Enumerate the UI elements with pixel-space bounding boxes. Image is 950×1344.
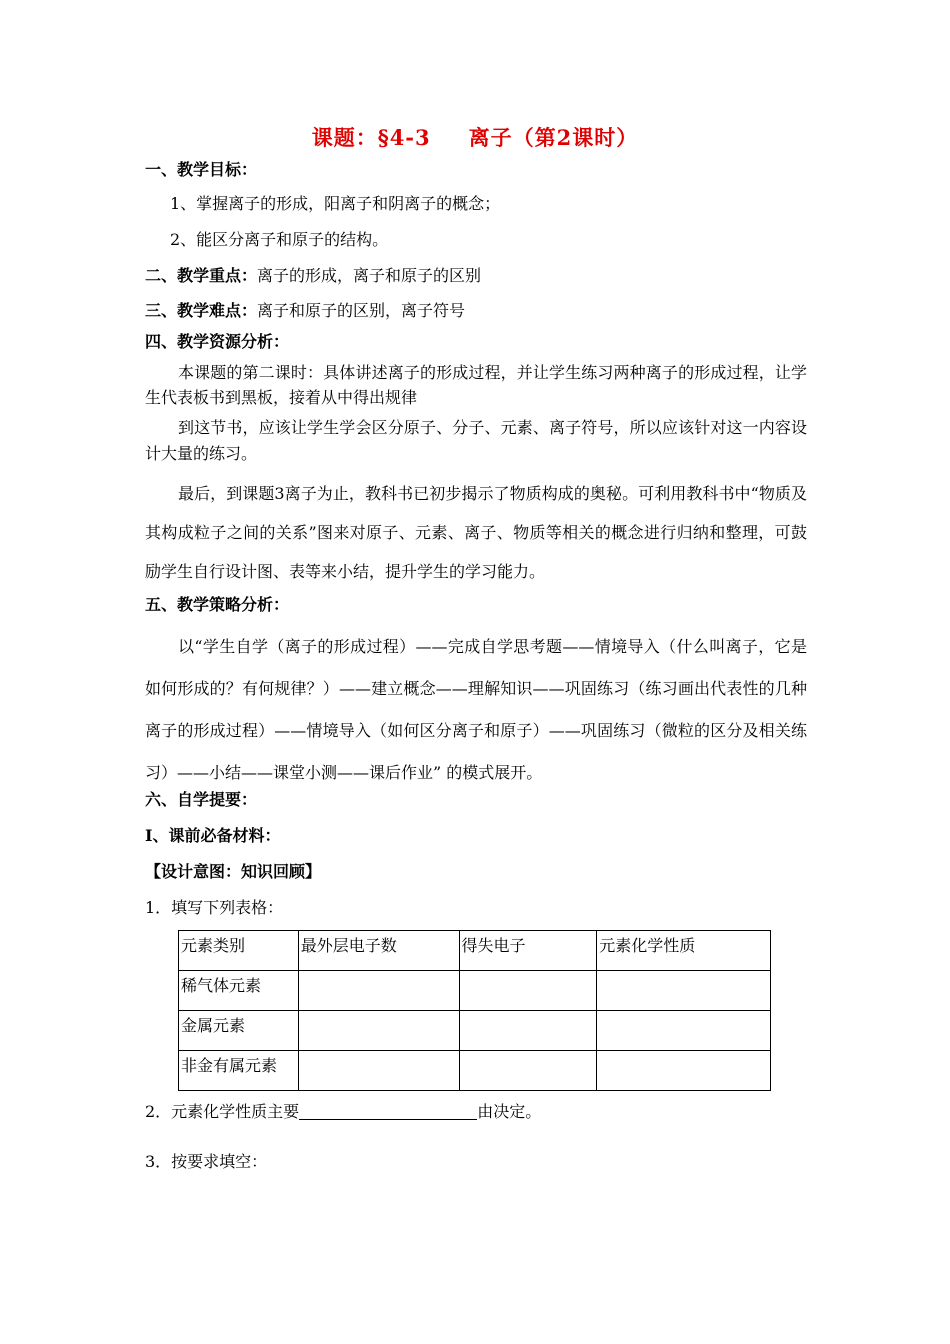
difficulties-label: 三、教学难点： xyxy=(145,301,258,320)
table-header-cell: 得失电子 xyxy=(459,931,597,971)
table-header-cell: 元素化学性质 xyxy=(597,931,771,971)
table-header-cell: 元素类别 xyxy=(179,931,299,971)
objectives-heading: 一、教学目标： xyxy=(145,160,258,179)
resources-paragraph-2 xyxy=(145,415,807,467)
self-study-heading: 六、自学提要： xyxy=(145,790,258,809)
strategy-heading: 五、教学策略分析： xyxy=(145,595,290,614)
table-blank-cell[interactable] xyxy=(597,1011,771,1051)
resources-paragraph-3 xyxy=(145,474,807,591)
table-row xyxy=(179,1011,771,1051)
table-blank-cell[interactable] xyxy=(298,1011,459,1051)
table-blank-cell[interactable] xyxy=(597,1051,771,1091)
table-row-label: 金属元素 xyxy=(179,1011,299,1051)
resources-p1-text: 本课题的第二课时：具体讲述离子的形成过程，并让学生练习两种离子的形成过程，让学生代表板书到黑板，接着从中得出规律 xyxy=(145,363,807,407)
question-2 xyxy=(145,1100,541,1124)
table-blank-cell[interactable] xyxy=(298,971,459,1011)
table-row-label: 非金有属元素 xyxy=(179,1051,299,1091)
table-blank-cell[interactable] xyxy=(459,1011,597,1051)
table-header-cell: 最外层电子数 xyxy=(298,931,459,971)
objective-item-1: 1、掌握离子的形成，阳离子和阴离子的概念； xyxy=(170,194,501,213)
difficulties-line xyxy=(145,299,465,323)
table-blank-cell[interactable] xyxy=(298,1051,459,1091)
question-3: 3．按要求填空： xyxy=(145,1152,268,1171)
table-blank-cell[interactable] xyxy=(597,971,771,1011)
fill-in-blank[interactable] xyxy=(299,1101,477,1120)
table-row xyxy=(179,971,771,1011)
strategy-paragraph xyxy=(145,626,807,794)
objective-item-2: 2、能区分离子和原子的结构。 xyxy=(170,230,389,249)
key-points-line xyxy=(145,264,481,288)
resources-p2-text: 到这节书，应该让学生学会区分原子、分子、元素、离子符号，所以应该针对这一内容设计大量的练习。 xyxy=(145,418,807,463)
design-intent: 【设计意图：知识回顾】 xyxy=(145,862,322,881)
table-row-label: 稀气体元素 xyxy=(179,971,299,1011)
table-blank-cell[interactable] xyxy=(459,1051,597,1091)
table-row xyxy=(179,1051,771,1091)
table-header-row xyxy=(179,931,771,971)
self-study-sub: Ⅰ、课前必备材料： xyxy=(145,826,281,845)
key-points-label: 二、教学重点： xyxy=(145,266,258,285)
title-code: 课题：§4-3 xyxy=(311,125,431,150)
question-2-before: 2．元素化学性质主要 xyxy=(145,1102,300,1121)
difficulties-text: 离子和原子的区别，离子符号 xyxy=(257,301,466,320)
resources-p3-text: 最后，到课题3离子为止，教科书已初步揭示了物质构成的奥秘。可利用教科书中“物质及其构成粒子之间的关系”图来对原子、元素、离子、物质等相关的概念进行归纳和整理，可鼓励学生自行设计图、表等来小结，提升学生的学习能力。 xyxy=(145,484,807,581)
title-topic: 离子（第2课时） xyxy=(468,125,639,150)
strategy-p1-text: 以“学生自学（离子的形成过程）——完成自学思考题——情境导入（什么叫离子，它是如何形成的？有何规律？）——建立概念——理解知识——巩固练习（练习画出代表性的几种离子的形成过程）——情境导入（如何区分离子和原子）——巩固练习（微粒的区分及相关练习）——小结——课堂小测——课后作业” 的模式展开。 xyxy=(145,637,807,782)
question-1: 1．填写下列表格： xyxy=(145,898,284,917)
resources-heading: 四、教学资源分析： xyxy=(145,332,290,351)
element-table xyxy=(178,930,771,1091)
table-blank-cell[interactable] xyxy=(459,971,597,1011)
resources-paragraph-1 xyxy=(145,360,807,410)
lesson-title xyxy=(0,122,950,152)
question-2-after: 由决定。 xyxy=(477,1102,542,1121)
key-points-text: 离子的形成，离子和原子的区别 xyxy=(257,266,482,285)
